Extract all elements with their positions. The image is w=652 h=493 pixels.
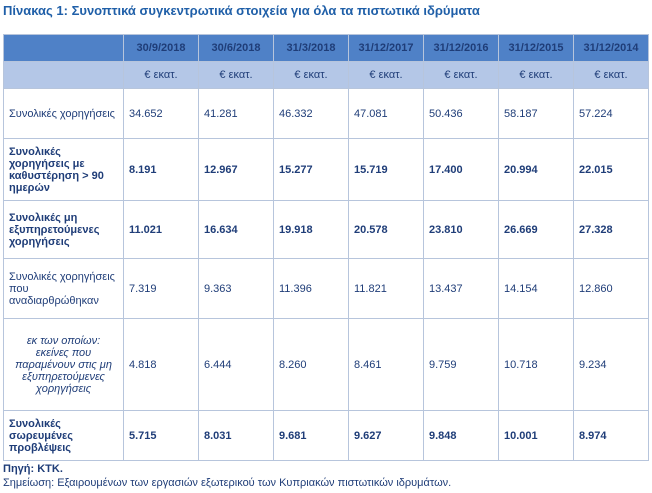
table-row [4,319,649,411]
footnote: Σημείωση: Εξαιρουμένων των εργασιών εξωτερικού των Κυπριακών πιστωτικών ιδρυμάτων. [3,477,452,489]
table-cell: 8.461 [349,319,424,411]
column-header: 30/6/2018 [199,35,274,62]
table-cell: 47.081 [349,89,424,139]
row-label: Συνολικές χορηγήσεις που αναδιαρθρώθηκαν [4,259,124,319]
table-cell: 9.234 [574,319,649,411]
column-header: 31/12/2015 [499,35,574,62]
column-header: 31/12/2017 [349,35,424,62]
column-header: 31/12/2016 [424,35,499,62]
table-cell: 6.444 [199,319,274,411]
column-header: 31/12/2014 [574,35,649,62]
row-label: Συνολικές χορηγήσεις με καθυστέρηση > 90 ημερών [4,139,124,201]
table-row [4,201,649,259]
table-cell: 12.967 [199,139,274,201]
summary-table [3,34,649,461]
table-cell: 9.681 [274,411,349,461]
unit-cell: € εκατ. [274,62,349,89]
unit-cell: € εκατ. [349,62,424,89]
table-cell: 10.001 [499,411,574,461]
table-cell: 20.578 [349,201,424,259]
table-cell: 26.669 [499,201,574,259]
unit-cell: € εκατ. [199,62,274,89]
header-corner-cell [4,35,124,62]
row-label: Συνολικές χορηγήσεις [4,89,124,139]
table-cell: 34.652 [124,89,199,139]
table-cell: 41.281 [199,89,274,139]
table-cell: 20.994 [499,139,574,201]
table-row [4,411,649,461]
table-cell: 7.319 [124,259,199,319]
table-cell: 9.759 [424,319,499,411]
table-cell: 13.437 [424,259,499,319]
table-cell: 57.224 [574,89,649,139]
column-header: 31/3/2018 [274,35,349,62]
column-header: 30/9/2018 [124,35,199,62]
table-cell: 19.918 [274,201,349,259]
table-cell: 9.848 [424,411,499,461]
table-cell: 8.260 [274,319,349,411]
table-cell: 16.634 [199,201,274,259]
table-cell: 17.400 [424,139,499,201]
row-label: Συνολικές μη εξυπηρετούμενες χορηγήσεις [4,201,124,259]
source-note: Πηγή: ΚΤΚ. [3,463,63,475]
table-cell: 5.715 [124,411,199,461]
row-label: εκ των οποίων: εκείνες που παραμένουν στις μη εξυπηρετούμενες χορηγήσεις [4,319,124,411]
table-cell: 58.187 [499,89,574,139]
header-row [4,35,649,62]
table-cell: 11.821 [349,259,424,319]
table-cell: 9.627 [349,411,424,461]
table-cell: 46.332 [274,89,349,139]
table-row [4,259,649,319]
table-cell: 50.436 [424,89,499,139]
units-row [4,62,649,89]
unit-cell: € εκατ. [574,62,649,89]
units-corner-cell [4,62,124,89]
table-cell: 10.718 [499,319,574,411]
table-cell: 9.363 [199,259,274,319]
table-cell: 14.154 [499,259,574,319]
unit-cell: € εκατ. [424,62,499,89]
row-label: Συνολικές σωρευμένες προβλέψεις [4,411,124,461]
table-row [4,89,649,139]
table-cell: 8.031 [199,411,274,461]
table-cell: 11.396 [274,259,349,319]
unit-cell: € εκατ. [499,62,574,89]
unit-cell: € εκατ. [124,62,199,89]
table-cell: 27.328 [574,201,649,259]
table-row [4,139,649,201]
table-cell: 12.860 [574,259,649,319]
table-title: Πίνακας 1: Συνοπτικά συγκεντρωτικά στοιχεία για όλα τα πιστωτικά ιδρύματα [3,3,480,18]
table-cell: 15.719 [349,139,424,201]
table-cell: 11.021 [124,201,199,259]
table-cell: 22.015 [574,139,649,201]
table-cell: 8.191 [124,139,199,201]
table-cell: 4.818 [124,319,199,411]
table-cell: 8.974 [574,411,649,461]
table-cell: 15.277 [274,139,349,201]
table-cell: 23.810 [424,201,499,259]
